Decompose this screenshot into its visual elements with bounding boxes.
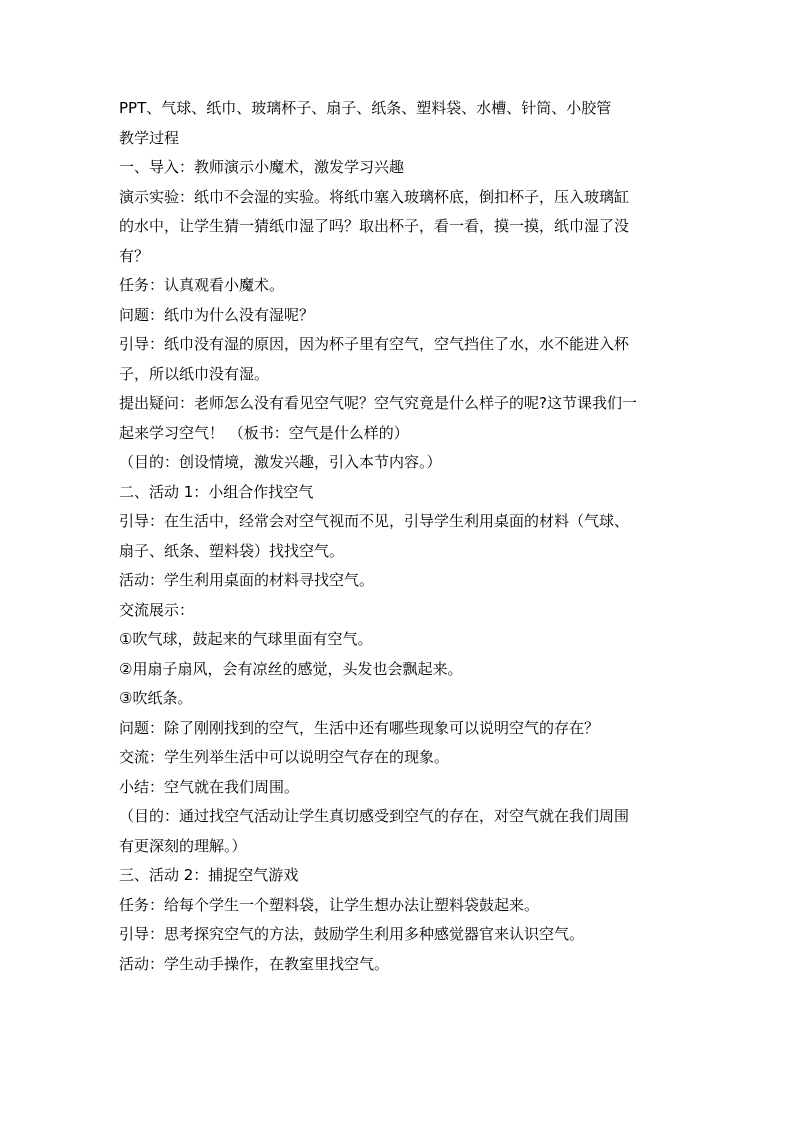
paragraph-line: （目的：创设情境，激发兴趣，引入本节内容。） — [119, 453, 442, 471]
paragraph-line: 活动：学生动手操作，在教室里找空气。 — [119, 954, 390, 973]
paragraph-line: 活动：学生利用桌面的材料寻找空气。 — [119, 571, 375, 589]
paragraph-line: 的水中，让学生猜一猜纸巾湿了吗？取出杯子，看一看，摸一摸，纸巾湿了没 — [119, 217, 630, 235]
paragraph-line: 任务：认真观看小魔术。 — [119, 276, 285, 294]
list-item: ③吹纸条。 — [119, 689, 193, 707]
paragraph-line: 任务：给每个学生一个塑料袋，让学生想办法让塑料袋鼓起来。 — [119, 895, 540, 914]
paragraph-line: 引导：在生活中，经常会对空气视而不见，引导学生利用桌面的材料（气球、 — [119, 512, 630, 530]
list-item: ②用扇子扇风，会有凉丝的感觉，头发也会飘起来。 — [119, 659, 463, 678]
paragraph-line: 扇子、纸条、塑料袋）找找空气。 — [119, 541, 345, 560]
paragraph-line: 引导：纸巾没有湿的原因，因为杯子里有空气，空气挡住了水，水不能进入杯 — [119, 335, 630, 353]
paragraph-line: 提出疑问：老师怎么没有看见空气呢？空气究竟是什么样子的呢?这节课我们一 — [119, 394, 637, 412]
section-heading-teaching-process: 教学过程 — [119, 128, 180, 147]
paragraph-line: 交流展示： — [119, 600, 195, 619]
paragraph-line: 演示实验：纸巾不会湿的实验。将纸巾塞入玻璃杯底，倒扣杯子，压入玻璃缸 — [119, 187, 630, 206]
paragraph-line: 有更深刻的理解。） — [119, 836, 247, 855]
paragraph-line: （目的：通过找空气活动让学生真切感受到空气的存在，对空气就在我们周围 — [119, 807, 630, 825]
materials-list-line: PPT、气球、纸巾、玻璃杯子、扇子、纸条、塑料袋、水槽、针筒、小胶管 — [119, 99, 612, 117]
paragraph-line: 问题：纸巾为什么没有湿呢？ — [119, 305, 315, 324]
section-heading-activity-1: 二、活动 1：小组合作找空气 — [119, 482, 314, 501]
paragraph-line: 问题：除了刚刚找到的空气，生活中还有哪些现象可以说明空气的存在？ — [119, 718, 600, 737]
document-body — [119, 94, 679, 979]
list-item: ①吹气球，鼓起来的气球里面有空气。 — [119, 630, 373, 648]
section-heading-intro: 一、导入：教师演示小魔术，激发学习兴趣 — [119, 158, 405, 176]
section-heading-activity-2: 三、活动 2：捕捉空气游戏 — [119, 866, 299, 884]
paragraph-line: 引导：思考探究空气的方法，鼓励学生利用多种感觉器官来认识空气。 — [119, 925, 585, 943]
paragraph-line: 交流：学生列举生活中可以说明空气存在的现象。 — [119, 748, 450, 766]
paragraph-line: 小结：空气就在我们周围。 — [119, 777, 300, 796]
paragraph-line: 起来学习空气！ （板书：空气是什么样的） — [119, 423, 409, 442]
paragraph-line: 有？ — [119, 246, 150, 265]
paragraph-line: 子，所以纸巾没有湿。 — [119, 364, 270, 383]
